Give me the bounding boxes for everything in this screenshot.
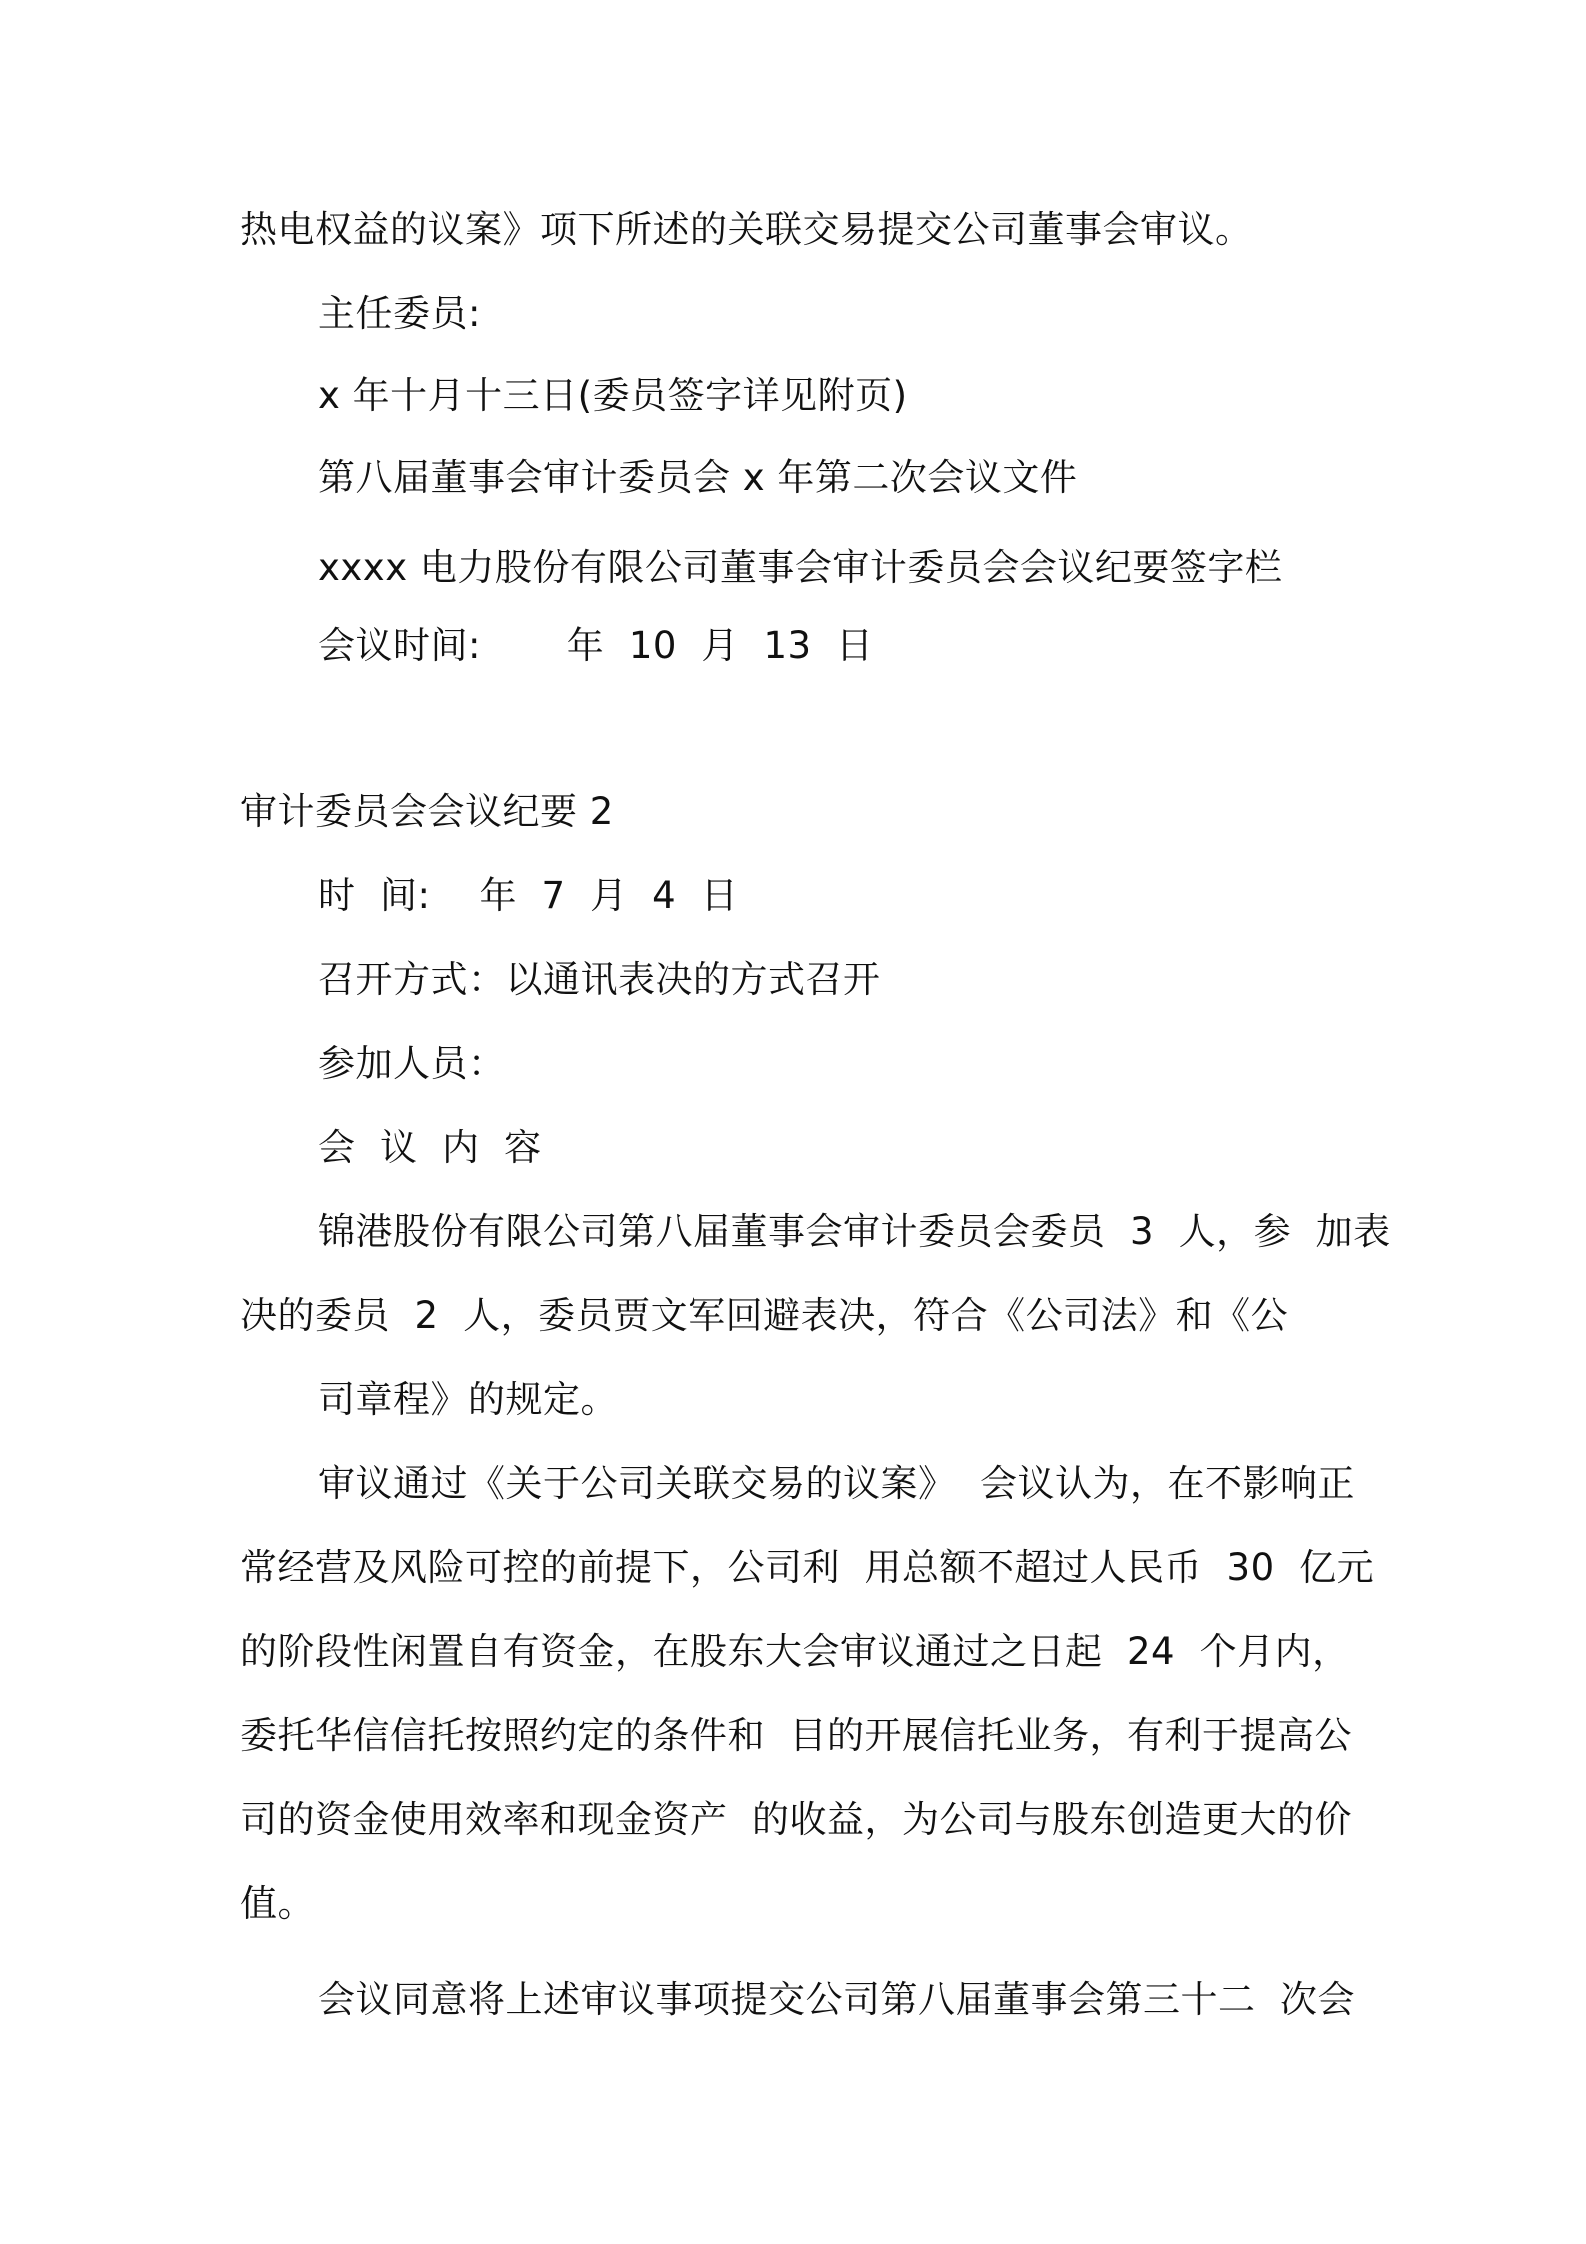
signature-section-title: xxxx 电力股份有限公司董事会审计委员会会议纪要签字栏 [318, 546, 1283, 589]
meeting-time-line: 会议时间: 年 10 月 13 日 [318, 624, 874, 667]
text-line: 锦港股份有限公司第八届董事会审计委员会委员 3 人，参 加表 [318, 1210, 1391, 1253]
attendees-label: 参加人员： [318, 1042, 506, 1085]
text-line: 司的资金使用效率和现金资产 的收益，为公司与股东创造更大的价 [240, 1798, 1353, 1841]
text-line: 值。 [240, 1882, 315, 1925]
text-line: 会议同意将上述审议事项提交公司第八届董事会第三十二 次会 [318, 1978, 1356, 2021]
text-line: 热电权益的议案》项下所述的关联交易提交公司董事会审议。 [240, 208, 1253, 251]
chair-member-label: 主任委员: [318, 292, 481, 335]
text-line: 委托华信信托按照约定的条件和 目的开展信托业务，有利于提高公 [240, 1714, 1353, 1757]
text-line: 审议通过《关于公司关联交易的议案》 会议认为，在不影响正 [318, 1462, 1356, 1505]
text-line: 的阶段性闲置自有资金，在股东大会审议通过之日起 24 个月内， [240, 1630, 1350, 1673]
meeting-content-label: 会 议 内 容 [318, 1126, 542, 1169]
meeting-file-title: 第八届董事会审计委员会 x 年第二次会议文件 [318, 456, 1078, 499]
text-line: 常经营及风险可控的前提下，公司利 用总额不超过人民币 30 亿元 [240, 1546, 1375, 1589]
text-line: 司章程》的规定。 [318, 1378, 618, 1421]
meeting-method-line: 召开方式：以通讯表决的方式召开 [318, 958, 881, 1001]
section-heading: 审计委员会会议纪要 2 [240, 790, 614, 833]
text-line: 决的委员 2 人，委员贾文军回避表决，符合《公司法》和《公 [240, 1294, 1289, 1337]
time-line: 时 间: 年 7 月 4 日 [318, 874, 739, 917]
date-line: x 年十月十三日(委员签字详见附页) [318, 374, 908, 417]
